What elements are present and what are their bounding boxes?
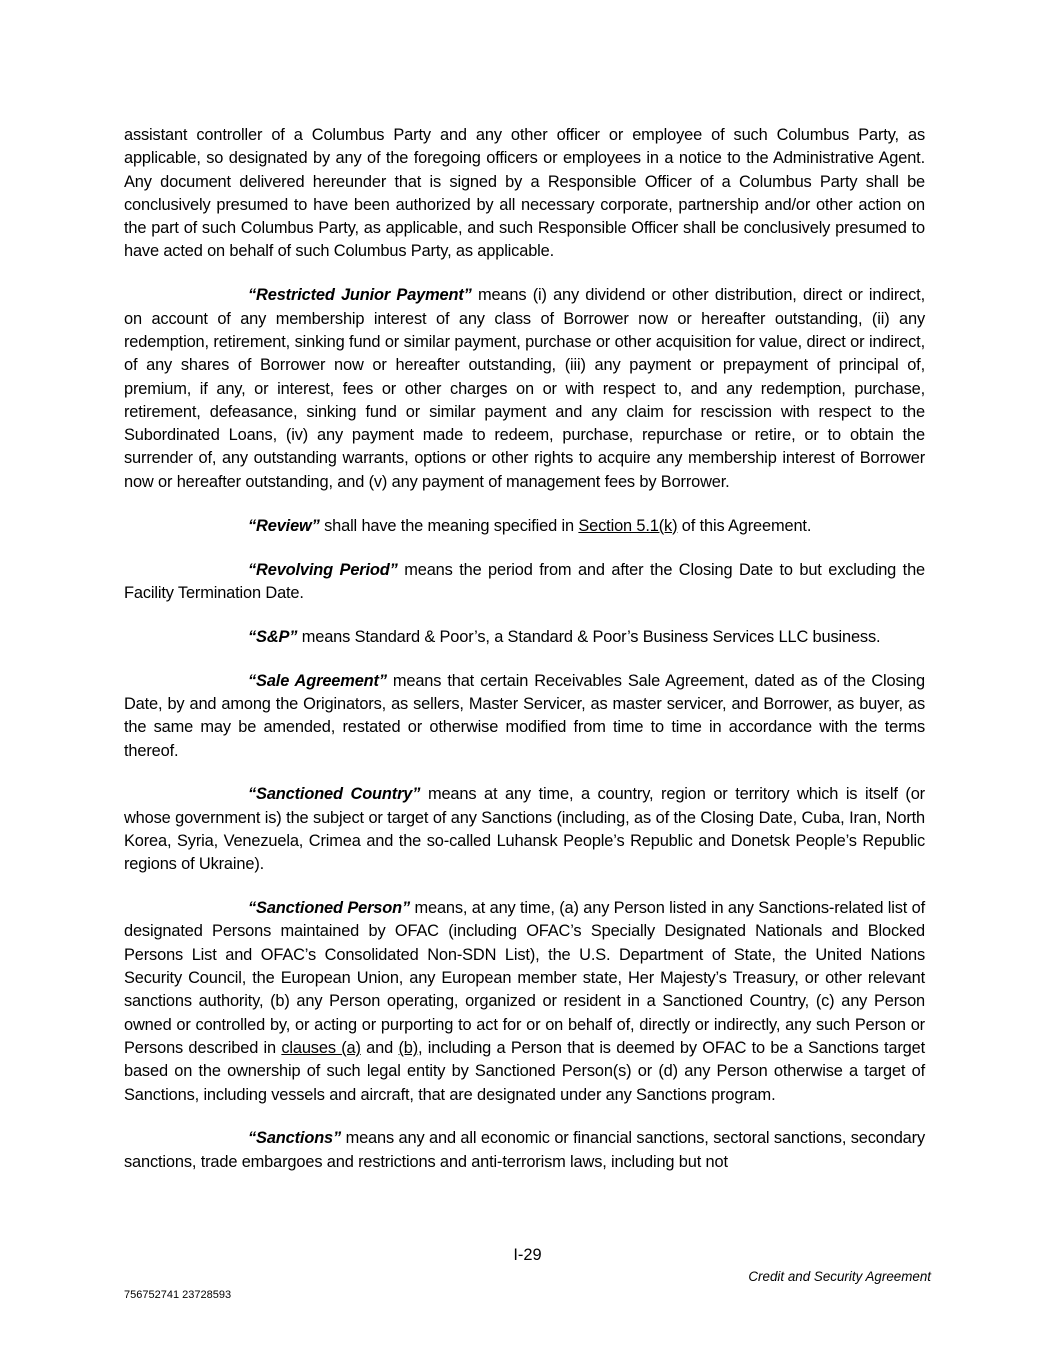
definition-sanctions — [124, 1127, 925, 1174]
document-id-number: 756752741 23728593 — [124, 1289, 232, 1301]
footer-document-title: Credit and Security Agreement — [748, 1269, 931, 1284]
page-number: I-29 — [513, 1246, 542, 1264]
defined-term: “Sanctions” — [248, 1129, 342, 1148]
definition-text: means, at any time, (a) any Person listed in any Sanctions-related list of designated Persons maintained by OFAC (including OFAC’s Specially Designated Nationals and Blocked Persons List and OFAC’s Consolidated Non-SDN List), the U.S. Department of State, the United Nations Security Council, the European Union, any European member state, Her Majesty’s Treasury, or other relevant sanctions authority, (b) any Person operating, organized or resident in a Sanctioned Country, (c) any Person owned or controlled by, or acting or purporting to act for or on behalf of, directly or indirectly, any such Person or Persons described in — [124, 899, 925, 1057]
defined-term: “Revolving Period” — [248, 560, 398, 579]
definition-text: means the period from and after the Closing Date to but excluding the Facility Termination Date. — [124, 560, 926, 602]
definition-sanctioned-country — [124, 783, 925, 876]
paragraph-text: assistant controller of a Columbus Party and any other officer or employee of such Columbus Party, as applicable, so designated by any of the foregoing officers or employees in a notice to the Administrative Agent. Any document delivered hereunder that is signed by a Responsible Officer of a Columbus Party shall be conclusively presumed to have been authorized by all necessary corporate, partnership and/or other action on the part of such Columbus Party, as applicable, and such Responsible Officer shall be conclusively presumed to have acted on behalf of such Columbus Party, as applicable. — [124, 126, 925, 261]
paragraph-responsible-officer-continued — [124, 124, 925, 264]
definition-text: means Standard & Poor’s, a Standard & Poor’s Business Services LLC business. — [297, 627, 881, 646]
definition-text: shall have the meaning specified in — [319, 516, 579, 535]
defined-term: “Sale Agreement” — [248, 671, 387, 690]
definition-restricted-junior-payment — [124, 284, 925, 494]
definition-text: , including a Person that is deemed by OFAC to be a Sanctions target based on the ownership of such legal entity by Sanctioned Person(s) or (d) any Person otherwise a target of Sanctions, including vessels and aircraft, that are designated under any Sanctions program. — [124, 1038, 925, 1104]
clause-reference: clauses (a) — [281, 1038, 361, 1057]
definition-text: means any and all economic or financial sanctions, sectoral sanctions, secondary sanctions, trade embargoes and restrictions and anti-terrorism laws, including but not — [124, 1129, 925, 1171]
clause-reference: (b) — [398, 1038, 419, 1057]
definition-text: means that certain Receivables Sale Agreement, dated as of the Closing Date, by and among the Originators, as sellers, Master Servicer, as master servicer, and Borrower, as buyer, as the same may be amended, restated or otherwise modified from time to time in accordance with the terms thereof. — [124, 671, 925, 760]
definition-sale-agreement — [124, 670, 925, 763]
definition-text: means at any time, a country, region or territory which is itself (or whose government is) the subject or target of any Sanctions (including, as of the Closing Date, Cuba, Iran, North Korea, Syria, Venezuela, Crimea and the so-called Luhansk People’s Republic and Donetsk People’s Republic regions of Ukraine). — [124, 785, 925, 874]
defined-term: “Restricted Junior Payment” — [248, 286, 472, 305]
definition-s-and-p — [124, 626, 925, 649]
section-reference: Section 5.1(k) — [578, 516, 678, 535]
definition-review — [124, 515, 925, 538]
definition-revolving-period — [124, 559, 925, 606]
defined-term: “Sanctioned Country” — [248, 785, 421, 804]
defined-term: “Review” — [248, 516, 320, 535]
defined-term: “Sanctioned Person” — [248, 899, 411, 918]
definition-sanctioned-person — [124, 897, 925, 1107]
definition-text: of this Agreement. — [677, 516, 812, 535]
definition-text: means (i) any dividend or other distribution, direct or indirect, on account of any membership interest of any class of Borrower now or hereafter outstanding, (ii) any redemption, retirement, sinking fund or similar payment, purchase or other acquisition for value, direct or indirect, of any shares of Borrower now or hereafter outstanding, (iii) any payment or prepayment of principal of, premium, if any, or interest, fees or other charges on or with respect to, and any redemption, purchase, retirement, defeasance, sinking fund or similar payment and any claim for rescission with respect to the Subordinated Loans, (iv) any payment made to redeem, purchase, repurchase or retire, or to obtain the surrender of, any outstanding warrants, options or other rights to acquire any membership interest of Borrower now or hereafter outstanding, and (v) any payment of management fees by Borrower. — [124, 286, 925, 491]
defined-term: “S&P” — [248, 627, 298, 646]
definition-text: and — [360, 1038, 399, 1057]
document-body — [124, 124, 925, 1195]
